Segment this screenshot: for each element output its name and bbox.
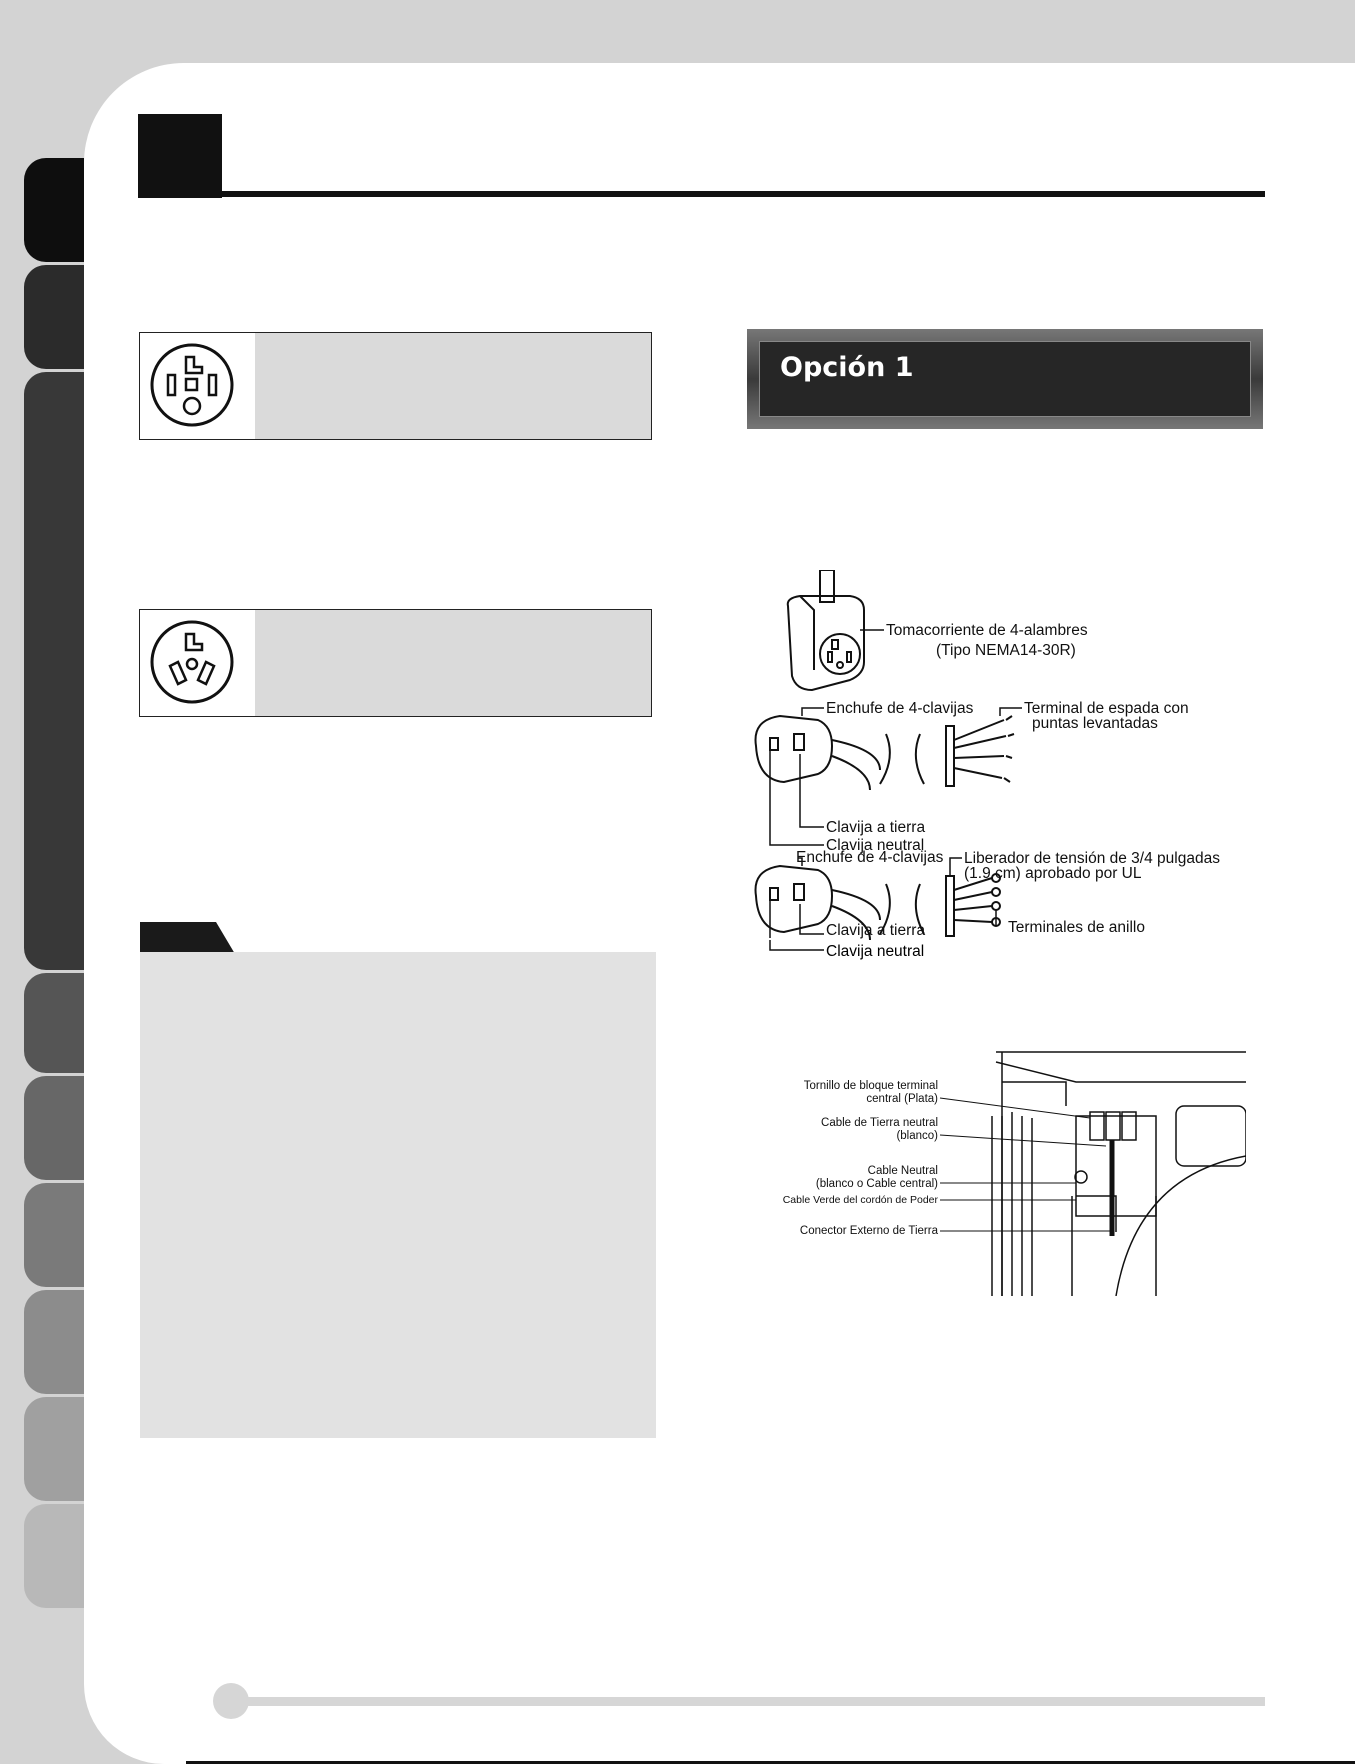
three-prong-outlet-icon [146, 616, 238, 708]
spade-terminal-label-1: Terminal de espada con [1024, 700, 1189, 717]
four-prong-outlet-icon [146, 339, 238, 431]
outlet-box-4-prong [139, 332, 652, 440]
ring-ground-prong-label: Clavija a tierra [826, 922, 926, 939]
screw-label-1: Tornillo de bloque terminal [803, 1080, 938, 1092]
section-tab-4[interactable] [24, 973, 84, 1073]
receptacle-type-label: (Tipo NEMA14-30R) [936, 642, 1076, 659]
spade-ground-prong-label: Clavija a tierra [826, 819, 926, 836]
receptacle-label: Tomacorriente de 4-alambres [886, 622, 1088, 639]
ring-strain-relief-label-1: Liberador de tensión de 3/4 pulgadas [964, 850, 1220, 867]
outlet-box-3-prong [139, 609, 652, 717]
option-label: Opción 1 [780, 352, 914, 383]
screw-label-2: central (Plata) [866, 1093, 938, 1105]
ring-neutral-row [740, 940, 1140, 966]
neutral-wire-label-2: (blanco o Cable central) [815, 1178, 938, 1190]
outlet-box-shade [255, 610, 651, 716]
receptacle-drawing [788, 570, 864, 690]
section-tab-7[interactable] [24, 1290, 84, 1394]
ring-terminals-label: Terminales de anillo [1008, 919, 1145, 936]
spade-cord-drawing [756, 716, 1015, 790]
ring-plug-label: Enchufe de 4-clavijas [796, 849, 944, 866]
option-banner-inner [759, 341, 1251, 417]
footer-bar [232, 1697, 1265, 1706]
green-wire-label: Cable Verde del cordón de Poder [782, 1194, 938, 1206]
spade-terminal-label-2: puntas levantadas [1032, 715, 1158, 732]
spade-neutral-prong-label: Clavija neutral [826, 837, 925, 854]
title-rule [138, 191, 1265, 197]
section-tab-2[interactable] [24, 265, 84, 369]
page-number-dot [213, 1683, 249, 1719]
cord-wiring-diagrams [740, 570, 1260, 940]
option-banner [747, 329, 1263, 429]
neutral-wire-label-1: Cable Neutral [867, 1165, 938, 1177]
section-tab-3[interactable] [24, 372, 84, 970]
ring-neutral-prong-label: Clavija neutral [826, 943, 925, 960]
spade-plug-label: Enchufe de 4-clavijas [826, 700, 974, 717]
ground-neutral-label-2: (blanco) [896, 1130, 938, 1142]
section-tab-9[interactable] [24, 1504, 84, 1608]
section-tab-6[interactable] [24, 1183, 84, 1287]
note-box [140, 952, 656, 1438]
ground-neutral-label-1: Cable de Tierra neutral [821, 1117, 938, 1129]
outlet-box-shade [255, 333, 651, 439]
dryer-terminal-diagram [776, 1046, 1246, 1296]
external-ground-label: Conector Externo de Tierra [799, 1225, 938, 1237]
section-tab-5[interactable] [24, 1076, 84, 1180]
section-tab-8[interactable] [24, 1397, 84, 1501]
section-tab-1[interactable] [24, 158, 84, 262]
dryer-rear-drawing [992, 1052, 1246, 1296]
ring-strain-relief-label-2: (1.9 cm) aprobado por UL [964, 865, 1142, 882]
section-number-block [138, 114, 222, 198]
